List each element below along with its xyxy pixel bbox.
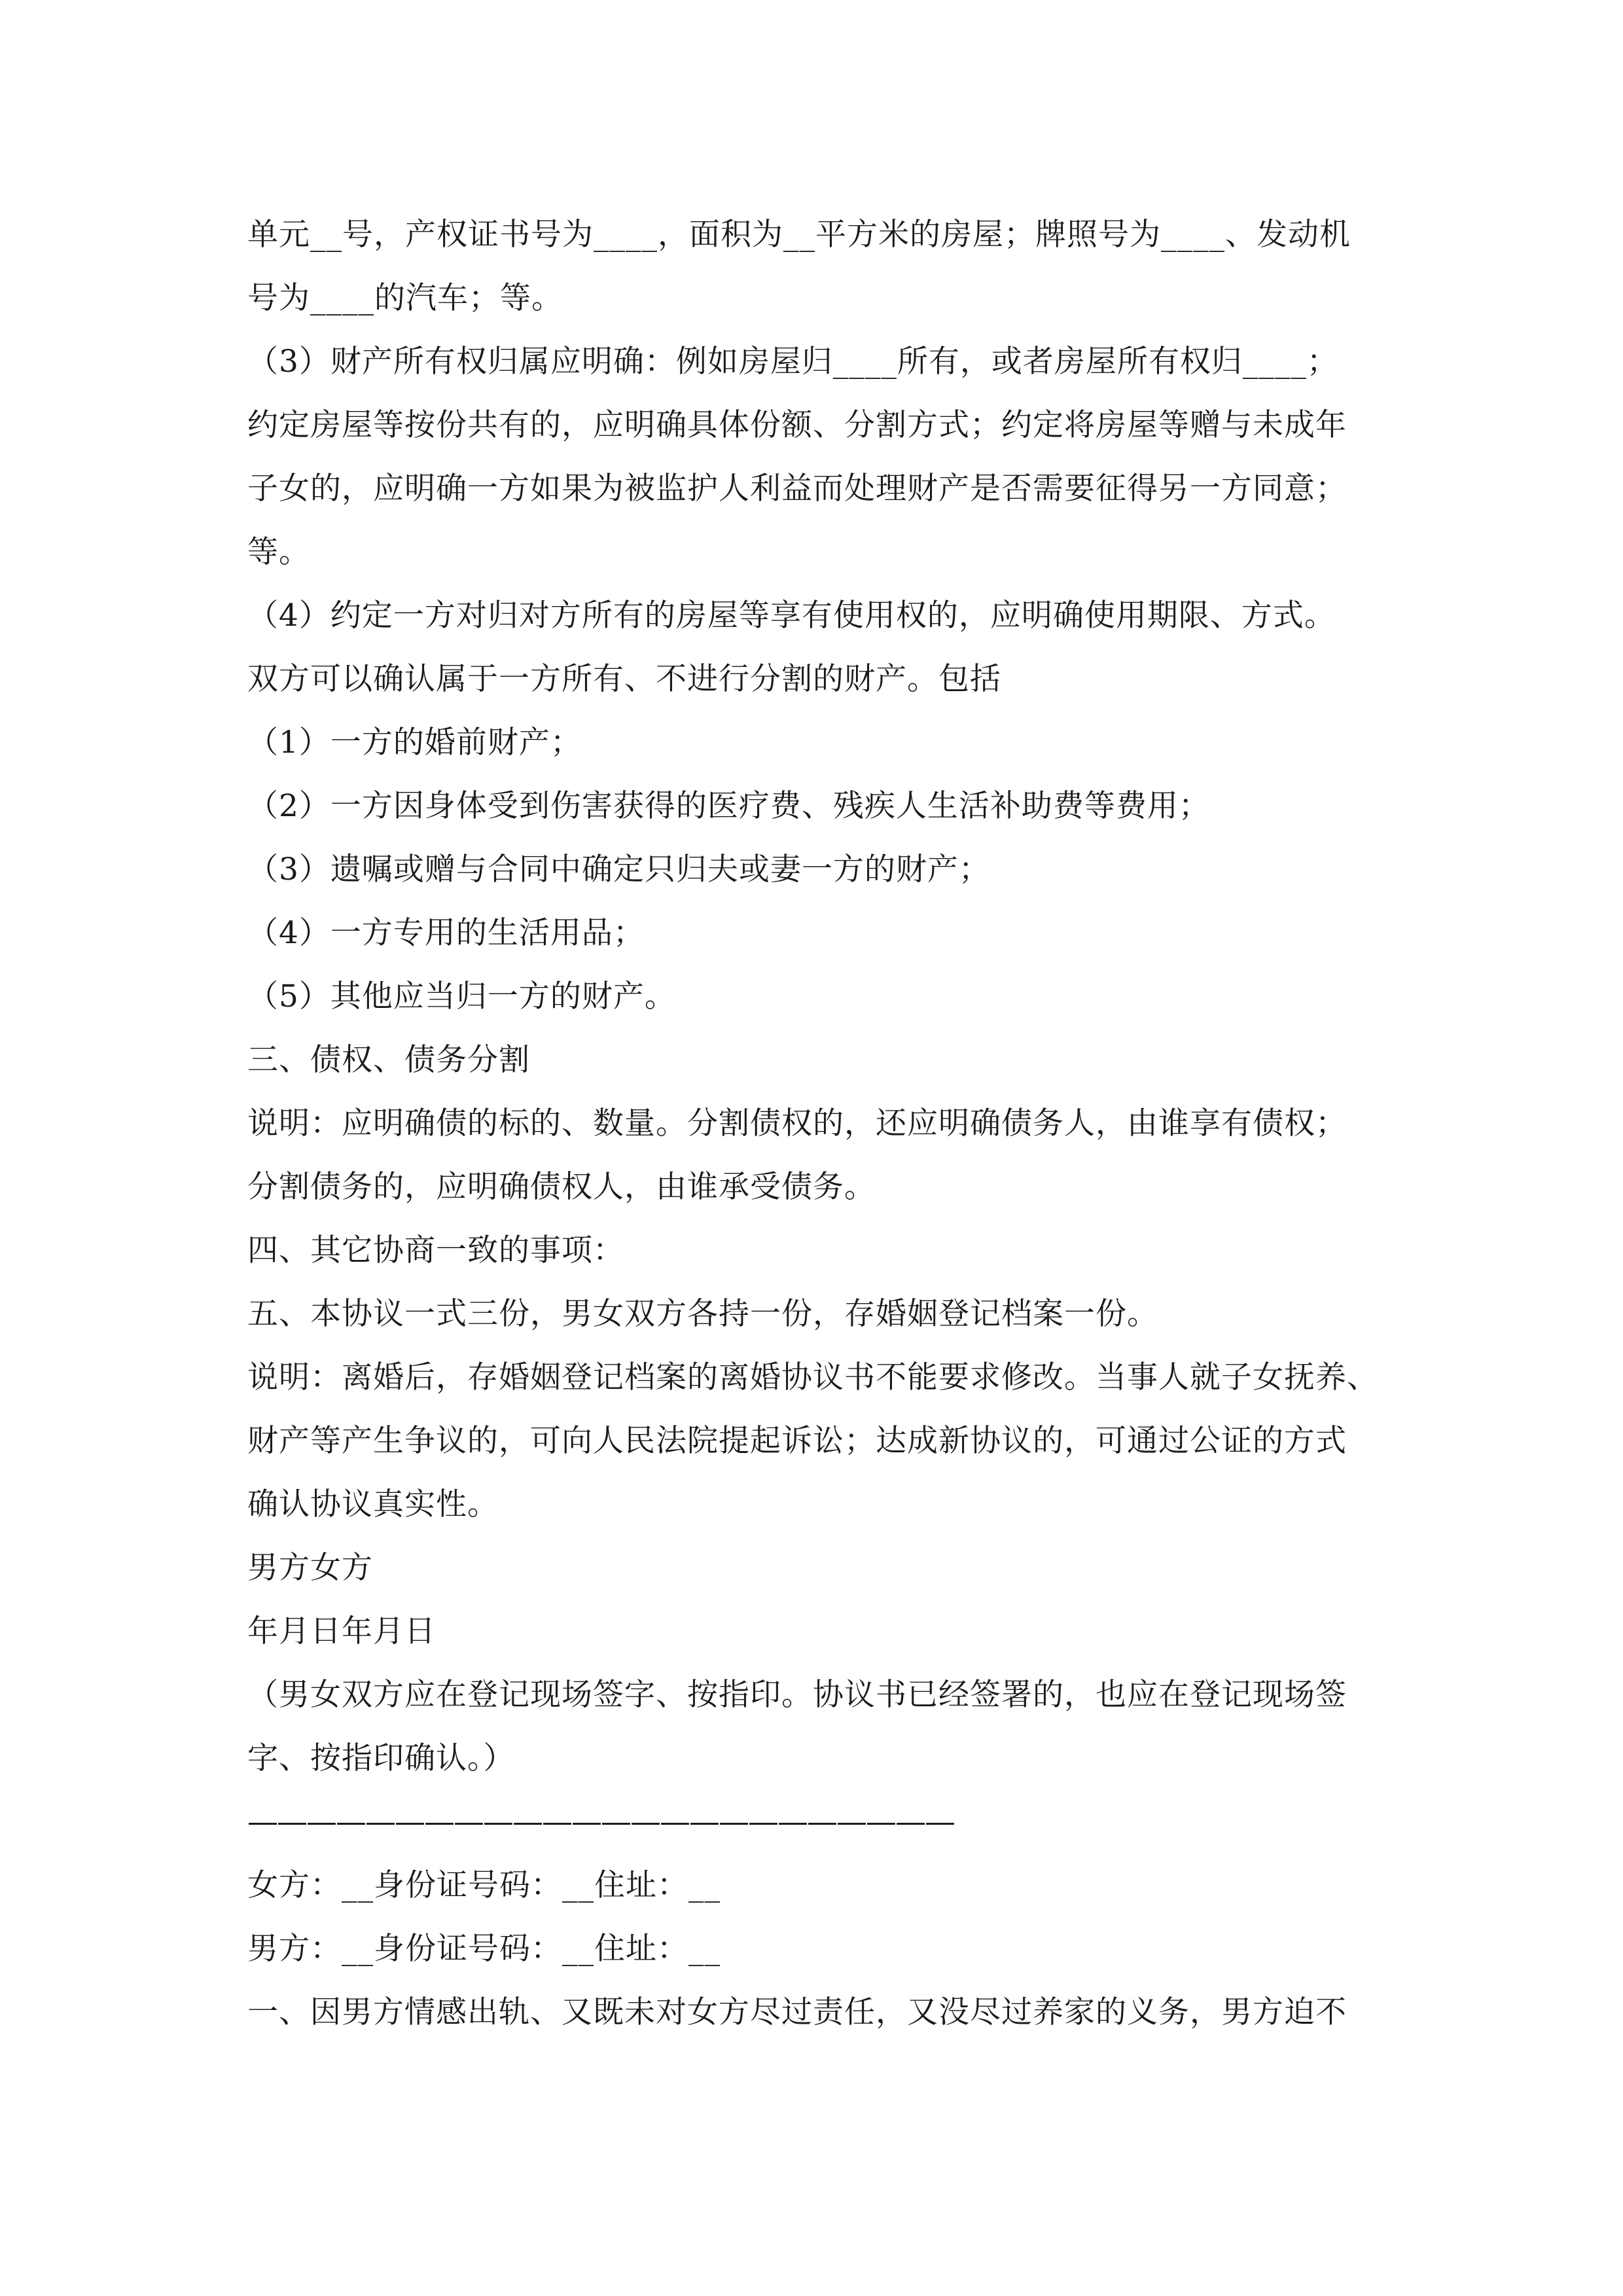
text-line: 确认协议真实性。 — [247, 1486, 499, 1522]
list-item: （4）一方专用的生活用品； — [247, 915, 645, 951]
separator-dashes: ———————————————————————— — [247, 1804, 954, 1840]
list-item: （2）一方因身体受到伤害获得的医疗费、残疾人生活补助费等费用； — [247, 788, 1210, 824]
text-line: 单元__号，产权证书号为____，面积为__平方米的房屋；牌照号为____、发动机 — [247, 217, 1351, 253]
text-line: 子女的，应明确一方如果为被监护人利益而处理财产是否需要征得另一方同意； — [247, 471, 1347, 507]
signature-dates: 年月日年月日 — [247, 1613, 436, 1649]
signature-parties: 男方女方 — [247, 1550, 373, 1586]
text-line: 分割债务的，应明确债权人，由谁承受债务。 — [247, 1169, 876, 1205]
text-line: 约定房屋等按份共有的，应明确具体份额、分割方式；约定将房屋等赠与未成年 — [247, 407, 1347, 443]
section-heading: 一、因男方情感出轨、又既未对女方尽过责任，又没尽过养家的义务，男方迫不 — [247, 1994, 1347, 2030]
list-item: （3）遗嘱或赠与合同中确定只归夫或妻一方的财产； — [247, 852, 990, 888]
document-body — [247, 203, 1412, 2044]
text-line: 说明：离婚后，存婚姻登记档案的离婚协议书不能要求修改。当事人就子女抚养、 — [247, 1359, 1378, 1395]
list-item: （5）其他应当归一方的财产。 — [247, 978, 676, 1014]
text-line: 说明：应明确债的标的、数量。分割债权的，还应明确债务人，由谁享有债权； — [247, 1105, 1347, 1141]
text-line: （3）财产所有权归属应明确：例如房屋归____所有，或者房屋所有权归____； — [247, 344, 1338, 380]
party-info-female: 女方：__身份证号码：__住址：__ — [247, 1867, 721, 1903]
section-heading: 三、债权、债务分割 — [247, 1042, 530, 1078]
list-item: （1）一方的婚前财产； — [247, 725, 582, 761]
section-heading: 五、本协议一式三份，男女双方各持一份，存婚姻登记档案一份。 — [247, 1296, 1158, 1332]
text-line: 财产等产生争议的，可向人民法院提起诉讼；达成新协议的，可通过公证的方式 — [247, 1423, 1347, 1459]
text-line: （男女双方应在登记现场签字、按指印。协议书已经签署的，也应在登记现场签 — [247, 1677, 1347, 1713]
text-line: 号为____的汽车；等。 — [247, 280, 563, 316]
section-heading: 四、其它协商一致的事项： — [247, 1232, 624, 1268]
text-line: 字、按指印确认。） — [247, 1740, 515, 1776]
text-line: 等。 — [247, 534, 310, 570]
text-line: （4）约定一方对归对方所有的房屋等享有使用权的，应明确使用期限、方式。 — [247, 598, 1336, 634]
party-info-male: 男方：__身份证号码：__住址：__ — [247, 1931, 721, 1967]
text-line: 双方可以确认属于一方所有、不进行分割的财产。包括 — [247, 661, 1001, 697]
